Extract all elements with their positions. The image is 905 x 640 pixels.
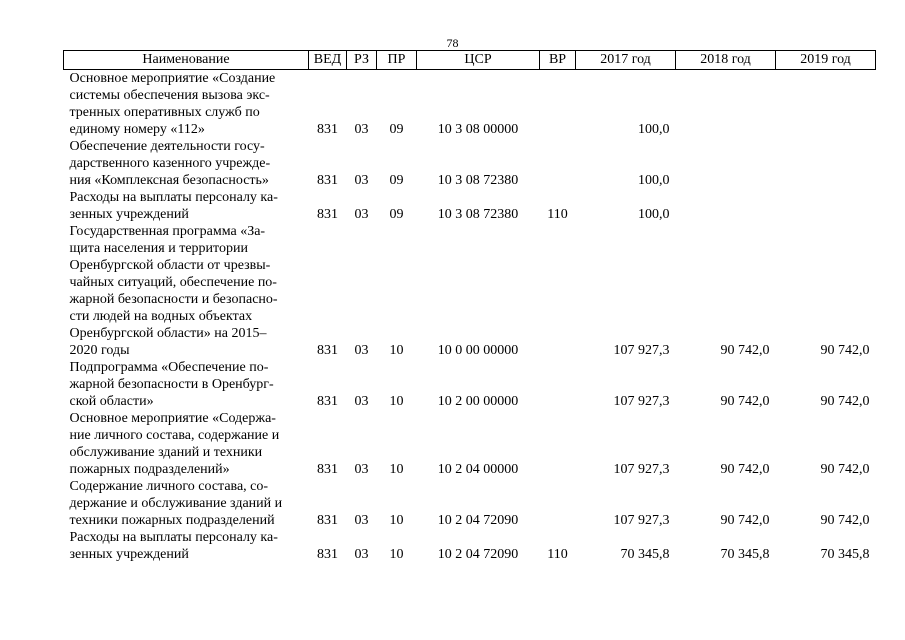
name-line: Обеспечение деятельности госу- [69, 139, 265, 154]
value-2019-cell: 70 345,8 [820, 547, 870, 562]
ved-cell: 831 [317, 173, 338, 188]
value-2018-cell: 90 742,0 [720, 343, 770, 358]
name-line: 2020 годы [69, 343, 130, 358]
table-row [64, 223, 876, 359]
table-row [64, 529, 876, 563]
header-rz: РЗ [347, 51, 377, 70]
name-cell [64, 359, 309, 410]
name-line: системы обеспечения вызова экс- [69, 88, 270, 103]
table-row [64, 189, 876, 223]
name-line: пожарных подразделений» [69, 462, 230, 477]
name-line: Оренбургской области» на 2015– [69, 326, 267, 341]
value-2019-cell [776, 189, 876, 223]
header-csr: ЦСР [417, 51, 540, 70]
name-line: жарной безопасности и безопасно- [69, 292, 278, 307]
value-2018-cell [676, 138, 776, 189]
pr-cell: 09 [389, 173, 404, 188]
vr-cell: 110 [547, 207, 568, 222]
value-2019-cell: 90 742,0 [820, 394, 870, 409]
rz-cell: 03 [354, 547, 369, 562]
pr-cell: 10 [389, 547, 404, 562]
csr-cell: 10 2 04 72090 [437, 513, 519, 528]
name-line: держание и обслуживание зданий и [69, 496, 283, 511]
name-line: дарственного казенного учрежде- [69, 156, 271, 171]
value-2017-cell: 107 927,3 [613, 462, 670, 477]
value-2018-cell [676, 70, 776, 139]
name-cell [64, 138, 309, 189]
name-line: зенных учреждений [69, 547, 189, 562]
value-2019-cell: 90 742,0 [820, 513, 870, 528]
table-header-row [64, 51, 876, 70]
name-cell [64, 189, 309, 223]
pr-cell: 09 [389, 207, 404, 222]
name-line: тренных оперативных служб по [69, 105, 260, 120]
name-line: ния «Комплексная безопасность» [69, 173, 269, 188]
ved-cell: 831 [317, 207, 338, 222]
name-line: чайных ситуаций, обеспечение по- [69, 275, 277, 290]
pr-cell: 10 [389, 513, 404, 528]
vr-cell: 110 [547, 547, 568, 562]
value-2017-cell: 107 927,3 [613, 394, 670, 409]
pr-cell: 09 [389, 122, 404, 137]
name-line: Оренбургской области от чрезвы- [69, 258, 271, 273]
rz-cell: 03 [354, 173, 369, 188]
header-2018: 2018 год [676, 51, 776, 70]
ved-cell: 831 [317, 462, 338, 477]
value-2019-cell [776, 138, 876, 189]
rz-cell: 03 [354, 462, 369, 477]
value-2019-cell [776, 70, 876, 139]
value-2018-cell: 90 742,0 [720, 462, 770, 477]
value-2017-cell: 100,0 [638, 122, 670, 137]
name-line: ние личного состава, содержание и [69, 428, 280, 443]
name-line: ской области» [69, 394, 154, 409]
name-cell [64, 223, 309, 359]
value-2018-cell: 90 742,0 [720, 513, 770, 528]
name-line: Государственная программа «За- [69, 224, 266, 239]
rz-cell: 03 [354, 343, 369, 358]
name-line: сти людей на водных объектах [69, 309, 253, 324]
vr-cell [540, 138, 576, 189]
name-line: техники пожарных подразделений [69, 513, 275, 528]
vr-cell [540, 359, 576, 410]
ved-cell: 831 [317, 122, 338, 137]
name-line: Расходы на выплаты персоналу ка- [69, 530, 278, 545]
table-row [64, 359, 876, 410]
name-line: Основное мероприятие «Создание [69, 71, 276, 86]
name-cell [64, 410, 309, 478]
csr-cell: 10 3 08 72380 [437, 207, 519, 222]
value-2019-cell: 90 742,0 [820, 462, 870, 477]
vr-cell [540, 223, 576, 359]
table-body [64, 70, 876, 564]
header-2017: 2017 год [576, 51, 676, 70]
name-cell [64, 70, 309, 139]
value-2019-cell: 90 742,0 [820, 343, 870, 358]
name-cell [64, 529, 309, 563]
rz-cell: 03 [354, 122, 369, 137]
table-row [64, 478, 876, 529]
vr-cell [540, 70, 576, 139]
value-2017-cell: 100,0 [638, 207, 670, 222]
header-name: Наименование [64, 51, 309, 70]
csr-cell: 10 0 00 00000 [437, 343, 519, 358]
rz-cell: 03 [354, 394, 369, 409]
rz-cell: 03 [354, 513, 369, 528]
table-row [64, 410, 876, 478]
name-line: Подпрограмма «Обеспечение по- [69, 360, 269, 375]
value-2017-cell: 107 927,3 [613, 343, 670, 358]
value-2017-cell: 100,0 [638, 173, 670, 188]
csr-cell: 10 3 08 72380 [437, 173, 519, 188]
vr-cell [540, 478, 576, 529]
name-line: обслуживание зданий и техники [69, 445, 263, 460]
pr-cell: 10 [389, 343, 404, 358]
value-2017-cell: 107 927,3 [613, 513, 670, 528]
name-line: Содержание личного состава, со- [69, 479, 269, 494]
value-2018-cell [676, 189, 776, 223]
pr-cell: 10 [389, 462, 404, 477]
ved-cell: 831 [317, 547, 338, 562]
name-line: единому номеру «112» [69, 122, 205, 137]
table-row [64, 138, 876, 189]
csr-cell: 10 3 08 00000 [437, 122, 519, 137]
name-line: щита населения и территории [69, 241, 248, 256]
budget-table [63, 50, 876, 563]
header-ved: ВЕД [309, 51, 347, 70]
name-line: Расходы на выплаты персоналу ка- [69, 190, 278, 205]
csr-cell: 10 2 00 00000 [437, 394, 519, 409]
header-pr: ПР [377, 51, 417, 70]
name-line: зенных учреждений [69, 207, 189, 222]
csr-cell: 10 2 04 72090 [437, 547, 519, 562]
table-row [64, 70, 876, 139]
name-line: жарной безопасности в Оренбург- [69, 377, 274, 392]
ved-cell: 831 [317, 343, 338, 358]
page-number: 78 [446, 36, 459, 50]
name-line: Основное мероприятие «Содержа- [69, 411, 276, 426]
name-cell [64, 478, 309, 529]
header-2019: 2019 год [776, 51, 876, 70]
ved-cell: 831 [317, 513, 338, 528]
value-2017-cell: 70 345,8 [620, 547, 670, 562]
pr-cell: 10 [389, 394, 404, 409]
csr-cell: 10 2 04 00000 [437, 462, 519, 477]
header-vr: ВР [540, 51, 576, 70]
vr-cell [540, 410, 576, 478]
value-2018-cell: 70 345,8 [720, 547, 770, 562]
ved-cell: 831 [317, 394, 338, 409]
rz-cell: 03 [354, 207, 369, 222]
value-2018-cell: 90 742,0 [720, 394, 770, 409]
